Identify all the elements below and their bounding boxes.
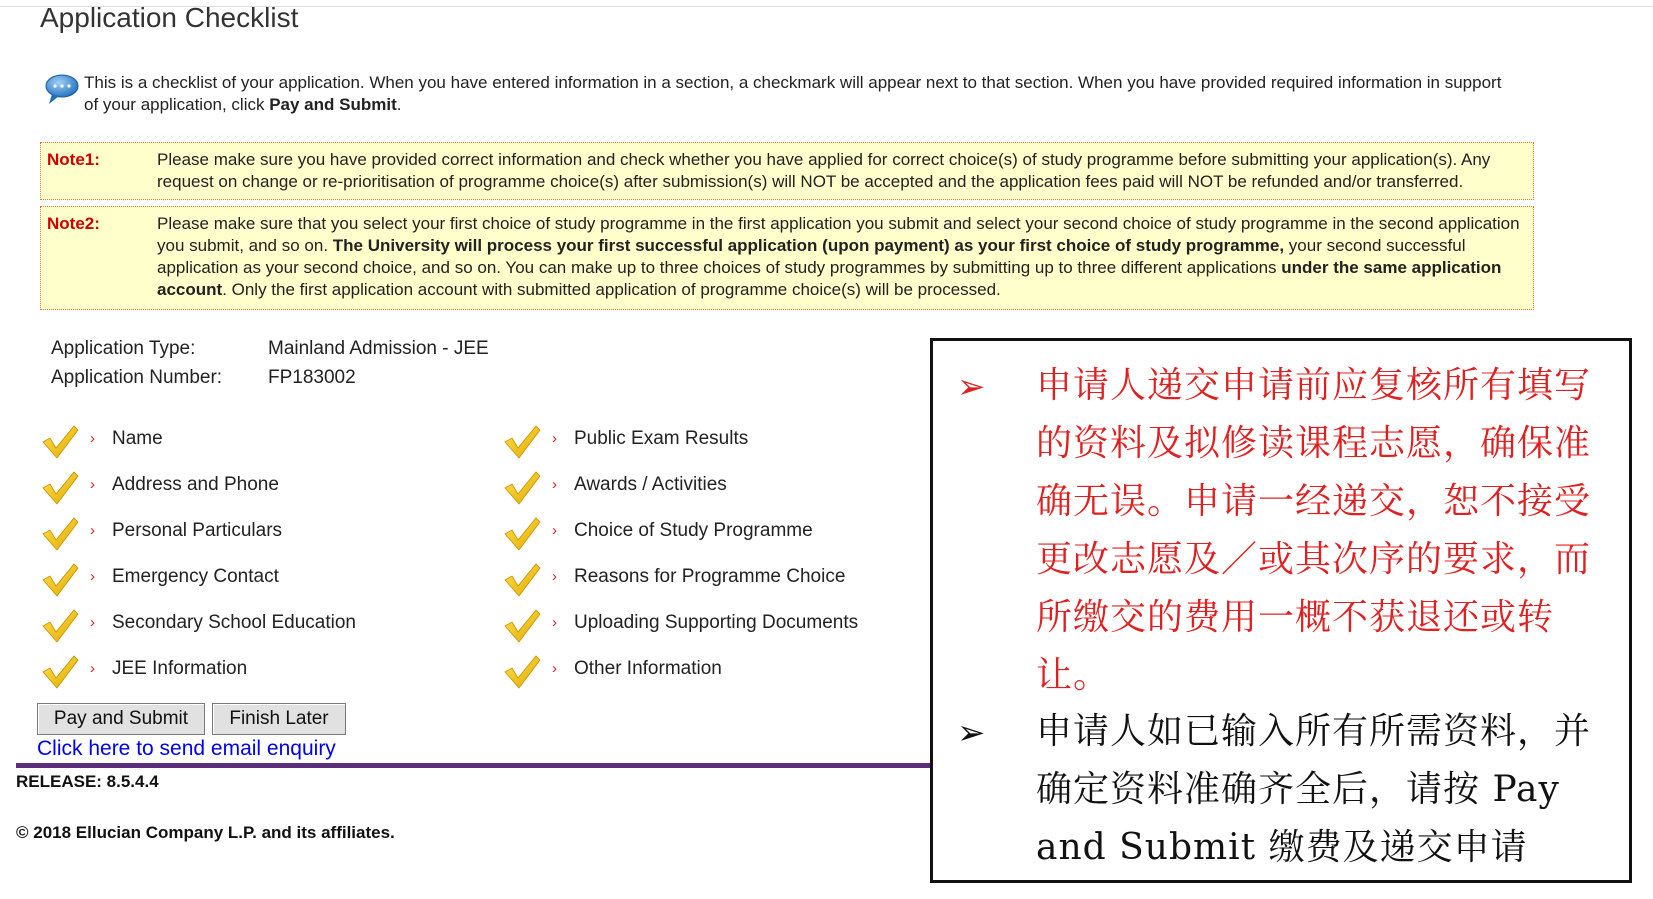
checklist-item-label[interactable]: Emergency Contact [112,566,279,587]
checkmark-icon [40,468,80,508]
speech-bubble-icon [44,72,80,106]
page-title: Application Checklist [40,2,299,33]
checklist-item-label[interactable]: Name [112,428,163,449]
info-text: This is a checklist of your application. When you have entered information in a section, a checkmark will appear next to that section. When you have provided required information in support of your application, click Pay and Submit. [84,73,1502,114]
chevron-right-icon: › [90,660,95,677]
checklist-item-label[interactable]: Reasons for Programme Choice [574,566,846,587]
checklist-item-label[interactable]: Public Exam Results [574,428,749,449]
copyright: © 2018 Ellucian Company L.P. and its affiliates. [16,823,395,842]
chevron-right-icon: › [90,522,95,539]
checkmark-icon [502,652,542,692]
checkmark-icon [40,514,80,554]
note-1 [40,142,1534,200]
note-2-label: Note2: [47,214,100,233]
checklist-item-label[interactable]: Secondary School Education [112,612,356,633]
application-type [51,338,489,360]
callout-bullet-1: ➢ [957,368,986,406]
chevron-right-icon: › [90,430,95,447]
note-1-label: Note1: [47,150,100,169]
chinese-callout-box [930,338,1632,883]
checkmark-icon [502,514,542,554]
checklist-item-label[interactable]: Personal Particulars [112,520,283,541]
chevron-right-icon: › [90,476,95,493]
release-version: RELEASE: 8.5.4.4 [16,772,159,791]
checklist-item-label[interactable]: Awards / Activities [574,474,727,495]
chevron-right-icon: › [552,430,557,447]
checkmark-icon [502,422,542,462]
email-enquiry-link[interactable]: Click here to send email enquiry [37,737,336,760]
checkmark-icon [502,606,542,646]
application-number [51,367,356,389]
checklist-item-label[interactable]: Choice of Study Programme [574,520,813,541]
callout-paragraph-1: 申请人递交申请前应复核所有填写的资料及拟修读课程志愿，确保准确无误。申请一经递交，恕不接受更改志愿及／或其次序的要求，而所缴交的费用一概不获退还或转让。 [1036,365,1592,696]
checkmark-icon [40,652,80,692]
checkmark-icon [40,560,80,600]
chevron-right-icon: › [552,522,557,539]
chevron-right-icon: › [552,476,557,493]
application-type-value: Mainland Admission - JEE [268,338,489,359]
note-2 [40,206,1534,310]
chevron-right-icon: › [552,660,557,677]
chevron-right-icon: › [552,614,557,631]
checkmark-icon [40,606,80,646]
finish-later-button[interactable]: Finish Later [212,703,346,735]
checkmark-icon [502,560,542,600]
chevron-right-icon: › [552,568,557,585]
note-2-text: Please make sure that you select your first choice of study programme in the first application you submit and select your second choice of study programme in the second application you submit, and so on. The University will process your first successful application (upon payment) as your first choice of study programme, your second successful application as your second choice, and so on. You can make up to three choices of study programmes by submitting up to three different applications under the same application account. Only the first application account with submitted application of programme choice(s) will be processed. [157,214,1520,299]
callout-bullet-2: ➢ [957,714,986,752]
chevron-right-icon: › [90,568,95,585]
checklist-item-label[interactable]: Other Information [574,658,722,679]
application-number-label: Application Number: [51,367,223,388]
checklist-item-label[interactable]: JEE Information [112,658,248,679]
application-number-value: FP183002 [268,367,356,388]
chevron-right-icon: › [90,614,95,631]
application-type-label: Application Type: [51,338,196,359]
checkmark-icon [40,422,80,462]
checklist-item-label[interactable]: Uploading Supporting Documents [574,612,859,633]
callout-paragraph-2: 申请人如已输入所有所需资料，并确定资料准确齐全后，请按 Pay and Submit 缴费及递交申请 [1036,711,1592,868]
checklist-item-label[interactable]: Address and Phone [112,474,279,495]
pay-and-submit-button[interactable]: Pay and Submit [37,703,205,735]
checkmark-icon [502,468,542,508]
note-1-text: Please make sure you have provided correct information and check whether you have applied for correct choice(s) of study programme before submitting your application(s). Any request on change or re-prioritisation of programme choice(s) after submission(s) will NOT be accepted and the application fees paid will NOT be refunded and/or transferred. [157,150,1491,191]
footer-divider [16,763,930,768]
